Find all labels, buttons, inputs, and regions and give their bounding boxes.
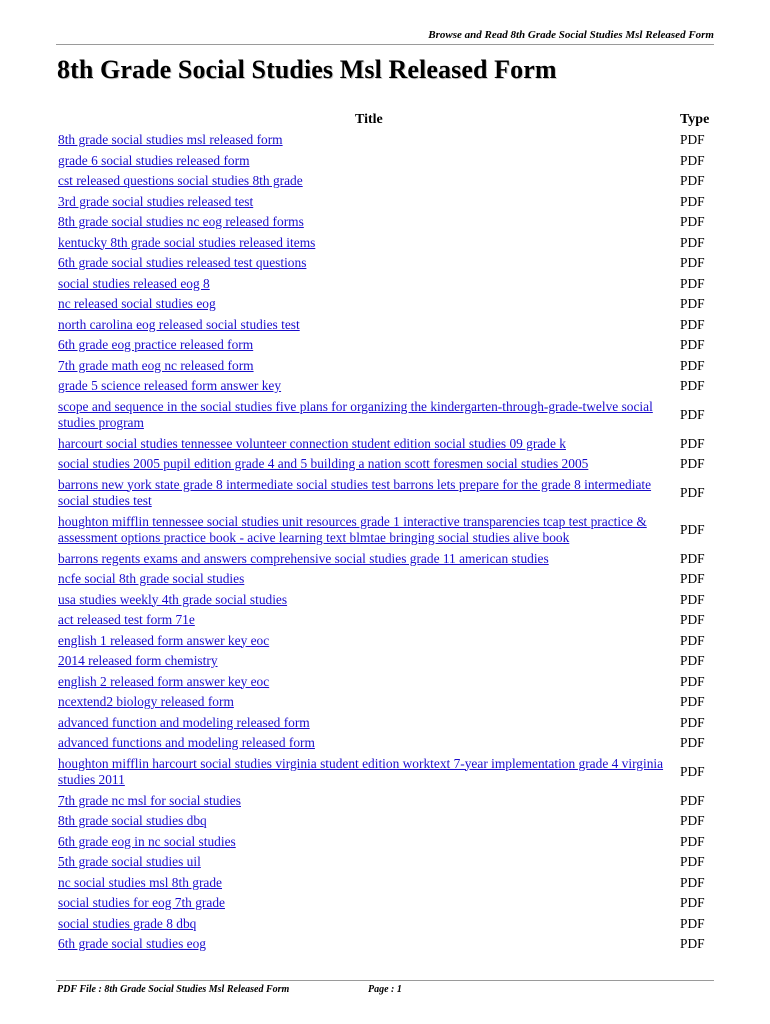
list-row — [58, 475, 718, 512]
header-divider — [56, 44, 714, 45]
footer-file-label: PDF File : 8th Grade Social Studies Msl Released Form — [57, 984, 290, 995]
file-type-label: PDF — [680, 357, 705, 373]
list-row — [58, 233, 718, 254]
file-type-label: PDF — [680, 653, 705, 668]
document-link[interactable]: 7th grade math eog nc released form — [58, 357, 254, 373]
list-row — [58, 253, 718, 274]
list-row — [58, 434, 718, 455]
file-type-label: PDF — [680, 193, 705, 209]
document-link[interactable]: 7th grade nc msl for social studies — [58, 792, 241, 808]
list-row — [58, 893, 718, 914]
file-type-label: PDF — [680, 132, 705, 147]
list-row — [58, 335, 718, 356]
list-row — [58, 672, 718, 693]
file-type-label: PDF — [680, 632, 705, 648]
document-link[interactable]: houghton mifflin harcourt social studies virginia student edition worktext 7-year implementation grade 4 virginia studies 2011 — [58, 755, 664, 787]
document-link[interactable]: act released test form 71e — [58, 612, 195, 627]
document-link[interactable]: 2014 released form chemistry — [58, 653, 218, 668]
file-type-label: PDF — [680, 714, 705, 730]
list-row — [58, 356, 718, 377]
document-link[interactable]: 8th grade social studies nc eog released forms — [58, 214, 304, 229]
file-type-label: PDF — [680, 173, 705, 188]
list-row — [58, 651, 718, 672]
file-type-label: PDF — [680, 673, 705, 689]
list-row — [58, 454, 718, 475]
document-link[interactable]: social studies for eog 7th grade — [58, 895, 225, 910]
document-link[interactable]: nc released social studies eog — [58, 296, 216, 311]
running-header: Browse and Read 8th Grade Social Studies Msl Released Form — [428, 29, 714, 41]
page-title: 8th Grade Social Studies Msl Released Form — [57, 55, 557, 84]
list-row — [58, 852, 718, 873]
document-link[interactable]: social studies 2005 pupil edition grade 4 and 5 building a nation scott foresmen social studies 2005 — [58, 456, 589, 471]
file-type-label: PDF — [680, 378, 705, 393]
file-type-label: PDF — [680, 484, 705, 500]
file-type-label: PDF — [680, 550, 705, 566]
list-row — [58, 549, 718, 570]
document-link[interactable]: english 1 released form answer key eoc — [58, 632, 270, 648]
list-row — [58, 569, 718, 590]
file-type-label: PDF — [680, 337, 705, 352]
list-row — [58, 376, 718, 397]
file-type-label: PDF — [680, 874, 705, 890]
list-row — [58, 512, 718, 549]
document-link[interactable]: advanced functions and modeling released form — [58, 735, 315, 750]
list-row — [58, 151, 718, 172]
list-row — [58, 873, 718, 894]
list-row — [58, 713, 718, 734]
file-type-label: PDF — [680, 255, 705, 270]
file-type-label: PDF — [680, 275, 705, 291]
file-type-label: PDF — [680, 895, 705, 910]
list-row — [58, 754, 718, 791]
list-row — [58, 832, 718, 853]
document-link[interactable]: 8th grade social studies msl released form — [58, 132, 283, 147]
file-type-label: PDF — [680, 234, 705, 250]
document-link[interactable]: barrons new york state grade 8 intermediate social studies test barrons lets prepare for the grade 8 intermediate social studies test — [58, 476, 652, 508]
document-link[interactable]: grade 6 social studies released form — [58, 152, 250, 168]
list-row — [58, 631, 718, 652]
document-link[interactable]: cst released questions social studies 8th grade — [58, 173, 303, 188]
list-row — [58, 914, 718, 935]
list-row — [58, 130, 718, 151]
file-type-label: PDF — [680, 735, 705, 750]
file-type-label: PDF — [680, 854, 705, 869]
list-row — [58, 590, 718, 611]
document-link[interactable]: 6th grade eog practice released form — [58, 337, 254, 352]
document-link[interactable]: 6th grade eog in nc social studies — [58, 833, 236, 849]
document-link[interactable]: social studies released eog 8 — [58, 275, 210, 291]
document-link[interactable]: scope and sequence in the social studies five plans for organizing the kindergarten-through-grade-twelve social studies program — [58, 398, 653, 430]
list-row — [58, 692, 718, 713]
list-row — [58, 212, 718, 233]
file-type-label: PDF — [680, 571, 705, 586]
list-row — [58, 610, 718, 631]
file-type-label: PDF — [680, 915, 705, 931]
file-type-label: PDF — [680, 435, 705, 451]
list-row — [58, 397, 718, 434]
list-row — [58, 315, 718, 336]
document-link[interactable]: 6th grade social studies released test questions — [58, 255, 307, 270]
file-type-label: PDF — [680, 792, 705, 808]
list-row — [58, 274, 718, 295]
document-list — [58, 130, 718, 955]
footer-page-number: Page : 1 — [368, 984, 402, 995]
column-header-type: Type — [680, 112, 710, 127]
file-type-label: PDF — [680, 214, 705, 229]
document-link[interactable]: usa studies weekly 4th grade social studies — [58, 591, 288, 607]
document-link[interactable]: north carolina eog released social studies test — [58, 316, 300, 332]
document-link[interactable]: 5th grade social studies uil — [58, 854, 201, 869]
column-header-title: Title — [355, 112, 383, 127]
file-type-label: PDF — [680, 152, 705, 168]
file-type-label: PDF — [680, 694, 705, 709]
document-link[interactable]: kentucky 8th grade social studies released items — [58, 234, 316, 250]
file-type-label: PDF — [680, 296, 705, 311]
document-link[interactable]: barrons regents exams and answers comprehensive social studies grade 11 american studies — [58, 550, 549, 566]
footer-divider — [56, 980, 714, 981]
list-row — [58, 733, 718, 754]
file-type-label: PDF — [680, 406, 705, 422]
document-link[interactable]: harcourt social studies tennessee volunteer connection student edition social studies 09 grade k — [58, 435, 566, 451]
file-type-label: PDF — [680, 612, 705, 627]
document-link[interactable]: ncfe social 8th grade social studies — [58, 571, 245, 586]
list-row — [58, 294, 718, 315]
list-row — [58, 934, 718, 955]
document-link[interactable]: social studies grade 8 dbq — [58, 915, 197, 931]
file-type-label: PDF — [680, 591, 705, 607]
document-link[interactable]: grade 5 science released form answer key — [58, 378, 282, 393]
list-row — [58, 791, 718, 812]
file-type-label: PDF — [680, 316, 705, 332]
document-link[interactable]: nc social studies msl 8th grade — [58, 874, 223, 890]
file-type-label: PDF — [680, 813, 705, 828]
document-link[interactable]: houghton mifflin tennessee social studies unit resources grade 1 interactive transparencies tcap test practice & assessment options practice book - acive learning text blmtae bringing social studies alive book — [58, 513, 647, 545]
document-link[interactable]: 8th grade social studies dbq — [58, 813, 207, 828]
list-row — [58, 171, 718, 192]
file-type-label: PDF — [680, 521, 705, 537]
file-type-label: PDF — [680, 936, 705, 951]
document-link[interactable]: advanced function and modeling released form — [58, 714, 310, 730]
document-link[interactable]: ncextend2 biology released form — [58, 694, 234, 709]
file-type-label: PDF — [680, 763, 705, 779]
file-type-label: PDF — [680, 456, 705, 471]
list-row — [58, 192, 718, 213]
document-link[interactable]: 6th grade social studies eog — [58, 936, 207, 951]
document-link[interactable]: english 2 released form answer key eoc — [58, 673, 270, 689]
file-type-label: PDF — [680, 833, 705, 849]
list-row — [58, 811, 718, 832]
document-link[interactable]: 3rd grade social studies released test — [58, 193, 254, 209]
